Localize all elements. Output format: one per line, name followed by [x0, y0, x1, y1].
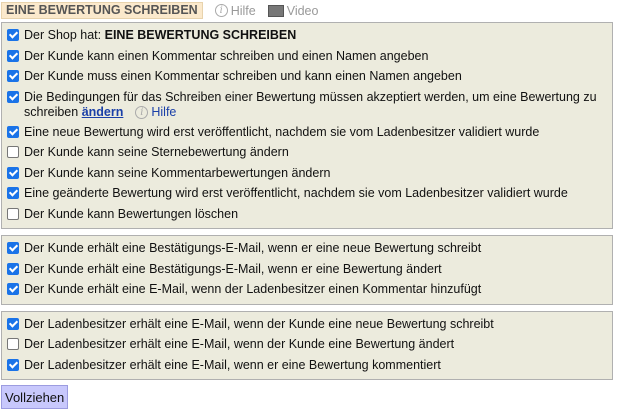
video-label: Video: [286, 3, 319, 18]
option-row: [7, 315, 608, 336]
label-text: Der Kunde kann seine Kommentarbewertungen ändern: [24, 165, 331, 180]
checkbox-checked[interactable]: [7, 50, 19, 62]
option-label: [24, 125, 539, 140]
option-row: [7, 205, 608, 226]
option-row: [7, 67, 608, 88]
label-text: Der Ladenbesitzer erhält eine E-Mail, wenn er eine Bewertung kommentiert: [24, 357, 441, 372]
checkbox-unchecked[interactable]: [7, 208, 19, 220]
option-row: [7, 356, 608, 377]
option-label: [24, 241, 481, 256]
checkbox-checked[interactable]: [7, 187, 19, 199]
label-text: Der Kunde erhält eine E-Mail, wenn der Ladenbesitzer einen Kommentar hinzufügt: [24, 282, 482, 296]
label-text: Der Ladenbesitzer erhält eine E-Mail, wenn der Kunde eine neue Bewertung schreibt: [24, 316, 494, 331]
checkbox-checked[interactable]: [7, 167, 19, 179]
checkbox-checked[interactable]: [7, 70, 19, 82]
label-text: Der Kunde kann seine Sternebewertung ändern: [24, 145, 289, 159]
option-row: [7, 88, 608, 123]
checkbox-unchecked[interactable]: [7, 146, 19, 158]
label-text: Der Kunde kann Bewertungen löschen: [24, 206, 239, 221]
label-text: Der Kunde erhält eine Bestätigungs-E-Mail, wenn er eine neue Bewertung schreibt: [24, 241, 482, 255]
option-label: [24, 282, 481, 297]
help-link[interactable]: [215, 4, 256, 18]
option-row: [7, 47, 608, 68]
option-label: [24, 337, 454, 352]
label-text: Die Bedingungen für das Schreiben einer Bewertung müssen akzeptiert werden, um eine Bewertung zu schreiben: [24, 89, 597, 119]
option-label: [24, 145, 289, 160]
checkbox-checked[interactable]: [7, 283, 19, 295]
option-row: [7, 164, 608, 185]
label-text: Eine neue Bewertung wird erst veröffentlicht, nachdem sie vom Ladenbesitzer validiert wurde: [24, 124, 540, 139]
option-label: [24, 358, 441, 373]
label-text: Der Ladenbesitzer erhält eine E-Mail, wenn der Kunde eine Bewertung ändert: [24, 337, 455, 351]
help-link[interactable]: [135, 105, 176, 120]
option-label: [24, 262, 442, 277]
option-label: [24, 69, 462, 84]
option-row: [7, 335, 608, 356]
option-row: [7, 260, 608, 281]
checkbox-checked[interactable]: [7, 359, 19, 371]
option-label: [24, 90, 608, 120]
option-row: [7, 184, 608, 205]
checkbox-checked[interactable]: [7, 242, 19, 254]
option-label: [24, 317, 494, 332]
label-text: Der Kunde erhält eine Bestätigungs-E-Mail, wenn er eine Bewertung ändert: [24, 261, 442, 276]
label-text: Der Kunde muss einen Kommentar schreiben und kann einen Namen angeben: [24, 69, 462, 83]
option-label: [24, 207, 238, 222]
info-icon: i: [215, 4, 228, 17]
shop-type: EINE BEWERTUNG SCHREIBEN: [104, 28, 297, 42]
section-title: EINE BEWERTUNG SCHREIBEN: [1, 2, 203, 19]
option-label: [24, 49, 428, 64]
submit-button[interactable]: Vollziehen: [1, 385, 68, 409]
checkbox-checked[interactable]: [7, 29, 19, 41]
change-link[interactable]: ändern: [81, 104, 124, 119]
option-label: [24, 28, 296, 43]
video-icon: [268, 5, 284, 17]
customer-email-panel: [1, 235, 613, 305]
option-label: [24, 186, 568, 201]
checkbox-checked[interactable]: [7, 126, 19, 138]
settings-panel: [1, 22, 613, 229]
info-icon: i: [135, 106, 148, 119]
option-row: [7, 280, 608, 301]
owner-email-panel: [1, 311, 613, 381]
header: [1, 1, 613, 20]
checkbox-checked[interactable]: [7, 318, 19, 330]
label-text: Eine geänderte Bewertung wird erst veröffentlicht, nachdem sie vom Ladenbesitzer validiert wurde: [24, 186, 568, 200]
label-text: Der Kunde kann einen Kommentar schreiben und einen Namen angeben: [24, 48, 429, 63]
option-label: [24, 166, 330, 181]
help-label: Hilfe: [151, 104, 177, 119]
option-row: [7, 239, 608, 260]
option-row: [7, 123, 608, 144]
label-prefix: Der Shop hat:: [24, 28, 105, 42]
option-row: [7, 26, 608, 47]
option-row: [7, 143, 608, 164]
video-link[interactable]: [268, 4, 319, 18]
checkbox-unchecked[interactable]: [7, 338, 19, 350]
help-label: Hilfe: [230, 3, 256, 18]
checkbox-checked[interactable]: [7, 263, 19, 275]
checkbox-checked[interactable]: [7, 91, 19, 103]
